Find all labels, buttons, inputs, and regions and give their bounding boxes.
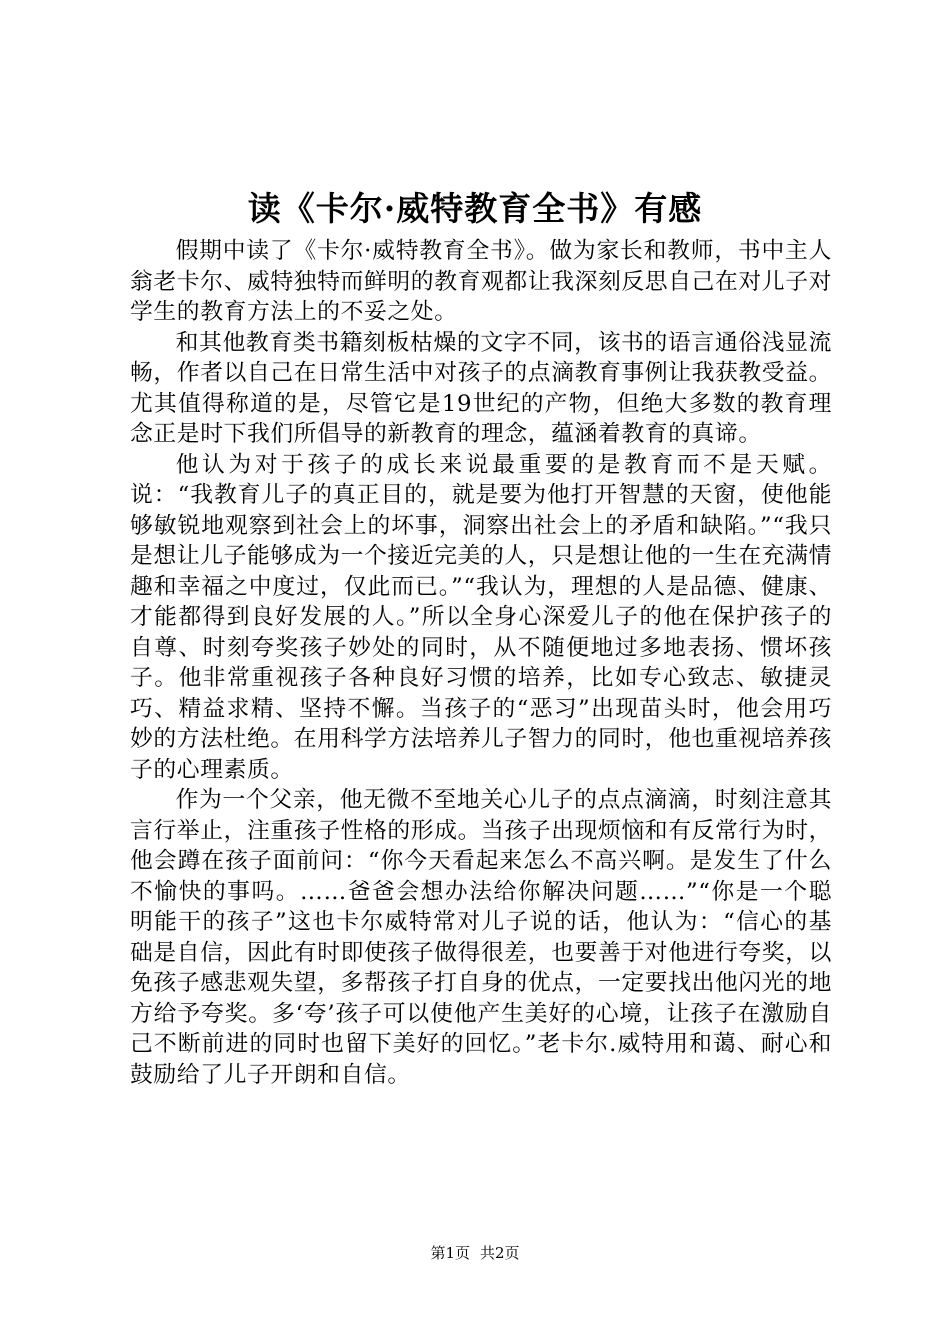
paragraph-2: 和其他教育类书籍刻板枯燥的文字不同，该书的语言通俗浅显流畅，作者以自己在日常生活中对孩子的点滴教育事例让我获教受益。尤其值得称道的是，尽管它是19世纪的产物，但绝大多数的教育理念正是时下我们所倡导的新教育的理念，蕴涵着教育的真谛。	[130, 329, 832, 447]
article-body	[130, 236, 832, 1090]
paragraph-1: 假期中读了《卡尔·威特教育全书》。做为家长和教师，书中主人翁老卡尔、威特独特而鲜明的教育观都让我深刻反思自己在对儿子对学生的教育方法上的不妥之处。	[130, 238, 832, 325]
paragraph-4: 作为一个父亲，他无微不至地关心儿子的点点滴滴，时刻注意其言行举止，注重孩子性格的形成。当孩子出现烦恼和有反常行为时，他会蹲在孩子面前问：“你今天看起来怎么不高兴啊。是发生了什么不愉快的事吗。……爸爸会想办法给你解决问题……”“你是一个聪明能干的孩子”这也卡尔威特常对儿子说的话，他认为：“信心的基础是自信，因此有时即使孩子做得很差，也要善于对他进行夸奖，以免孩子感悲观失望，多帮孩子打自身的优点，一定要找出他闪光的地方给予夸奖。多‘夸’孩子可以使他产生美好的心境，让孩子在激励自己不断前进的同时也留下美好的回忆。”老卡尔.威特用和蔼、耐心和鼓励给了儿子开朗和自信。	[130, 787, 832, 1088]
paragraph-3: 他认为对于孩子的成长来说最重要的是教育而不是天赋。说：“我教育儿子的真正目的，就是要为他打开智慧的天窗，使他能够敏锐地观察到社会上的坏事，洞察出社会上的矛盾和缺陷。”“我只是想让儿子能够成为一个接近完美的人，只是想让他的一生在充满情趣和幸福之中度过，仅此而已。”“我认为，理想的人是品德、健康、才能都得到良好发展的人。”所以全身心深爱儿子的他在保护孩子的自尊、时刻夸奖孩子妙处的同时，从不随便地过多地表扬、惯坏孩子。他非常重视孩子各种良好习惯的培养，比如专心致志、敏捷灵巧、精益求精、坚持不懈。当孩子的“恶习”出现苗头时，他会用巧妙的方法杜绝。在用科学方法培养儿子智力的同时，他也重视培养孩子的心理素质。	[130, 451, 832, 783]
page-number-total: 共2页	[480, 1244, 520, 1262]
page-title: 读《卡尔·威特教育全书》有感	[247, 189, 703, 228]
page-footer	[0, 1243, 950, 1263]
page-number-current: 第1页	[430, 1244, 470, 1262]
